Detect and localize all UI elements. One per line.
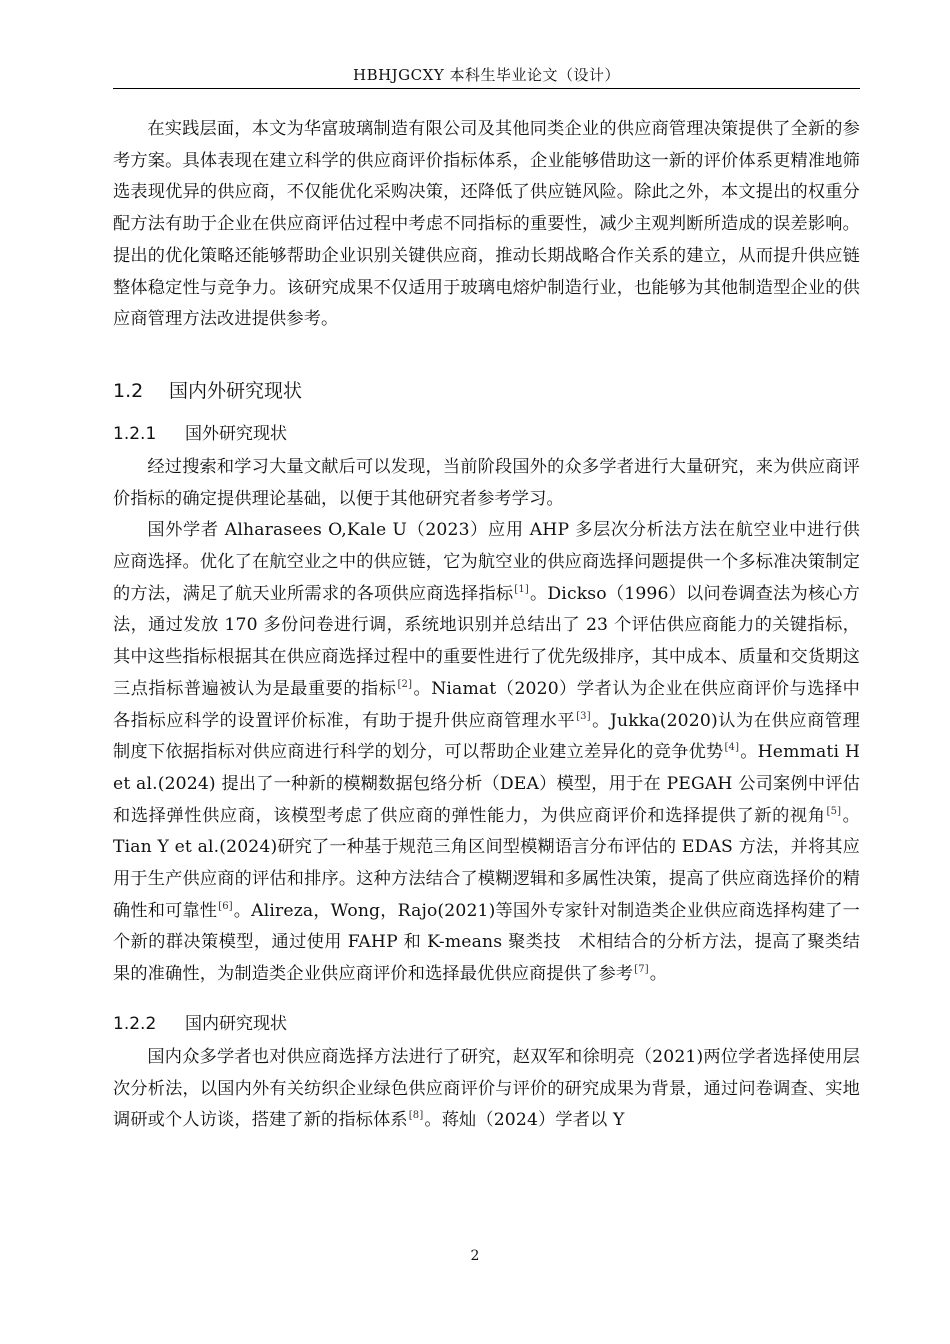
text-run: 。蒋灿（2024）学者以 Y bbox=[424, 1110, 625, 1131]
subsection-number: 1.2.1 bbox=[113, 423, 157, 444]
section-title: 国内外研究现状 bbox=[169, 379, 303, 402]
running-header-title: HBHJGCXY 本科生毕业论文（设计） bbox=[352, 66, 620, 84]
text-run: 国外学者 Alharasees O,Kale U（2023）应用 AHP 多层次分析法方法在航空业中进行供应商选择。优化了在航空业之中的供应链，它为航空业的供应商选择问题提供一个多标准决策制定的方法，满足了航天业所需求的各项供应商选择指标 bbox=[113, 520, 860, 604]
subsection-number: 1.2.2 bbox=[113, 1013, 157, 1034]
page-body bbox=[113, 114, 860, 1137]
citation-ref: [1] bbox=[514, 583, 529, 595]
citation-ref: [8] bbox=[408, 1110, 424, 1122]
domestic-research-paragraph-1 bbox=[113, 1042, 860, 1137]
text-run: 。Jukka(2020)认为在供应商管理制度下依据指标对供应商进行科学的划分，可以帮助企业建立差异化的竞争优势 bbox=[113, 710, 860, 763]
text-run: 。 bbox=[649, 964, 668, 985]
foreign-research-paragraph-1: 经过搜索和学习大量文献后可以发现，当前阶段国外的众多学者进行大量研究，来为供应商评价指标的确定提供理论基础，以便于其他研究者参考学习。 bbox=[113, 456, 860, 509]
text-run: 。Dickso（1996）以问卷调查法为核心方法，通过发放 170 多份问卷进行调，系统地识别并总结出了 23 个评估供应商能力的关键指标，其中这些指标根据其在供应商选择过程中的重要性进行了优先级排序，其中成本、质量和交货期这三点指标普遍被认为是最重要的指标 bbox=[113, 583, 861, 699]
citation-ref: [7] bbox=[634, 964, 649, 976]
subsection-title: 国外研究现状 bbox=[185, 423, 287, 444]
citation-ref: [6] bbox=[218, 900, 233, 912]
text-run: 。Niamat（2020）学者认为企业在供应商评价与选择中各指标应科学的设置评价标准，有助于提升供应商管理水平 bbox=[113, 678, 861, 731]
subsection-title: 国内研究现状 bbox=[185, 1013, 287, 1034]
text-run: 国内众多学者也对供应商选择方法进行了研究，赵双军和徐明亮（2021)两位学者选择使用层次分析法，以国内外有关纺织企业绿色供应商评价与评价的研究成果为背景，通过问卷调查、实地调研或个人访谈，搭建了新的指标体系 bbox=[113, 1046, 860, 1131]
citation-ref: [2] bbox=[397, 678, 413, 690]
subsection-heading-1-2-2 bbox=[113, 1013, 860, 1035]
section-heading-1-2 bbox=[113, 379, 860, 403]
citation-ref: [5] bbox=[826, 805, 842, 817]
citation-ref: [3] bbox=[576, 710, 591, 722]
citation-ref: [4] bbox=[724, 742, 740, 754]
page-number: 2 bbox=[470, 1248, 480, 1264]
subsection-heading-1-2-1 bbox=[113, 423, 860, 445]
text-run: 。Hemmati H et al.(2024) 提出了一种新的模糊数据包络分析（DEA）模型，用于在 PEGAH 公司案例中评估和选择弹性供应商，该模型考虑了供应商的弹性能力，为供应商评价和选择提供了新的视角 bbox=[113, 742, 860, 826]
foreign-research-paragraph-2 bbox=[113, 515, 860, 991]
text-run: 。Alireza，Wong，Rajo(2021)等国外专家针对制造类企业供应商选择构建了一个新的群决策模型，通过使用 FAHP 和 K-means 聚类技 术相结合的分析方法，提高了聚类结果的准确性，为制造类企业供应商评价和选择最优供应商提供了参考 bbox=[113, 900, 860, 985]
running-header bbox=[113, 66, 860, 89]
section-number: 1.2 bbox=[113, 379, 144, 402]
intro-paragraph: 在实践层面，本文为华富玻璃制造有限公司及其他同类企业的供应商管理决策提供了全新的参考方案。具体表现在建立科学的供应商评价指标体系，企业能够借助这一新的评价体系更精准地筛选表现优异的供应商，不仅能优化采购决策，还降低了供应链风险。除此之外，本文提出的权重分配方法有助于企业在供应商评估过程中考虑不同指标的重要性，减少主观判断所造成的误差影响。提出的优化策略还能够帮助企业识别关键供应商，推动长期战略合作关系的建立，从而提升供应链整体稳定性与竞争力。该研究成果不仅适用于玻璃电熔炉制造行业，也能够为其他制造型企业的供应商管理方法改进提供参考。 bbox=[113, 119, 860, 330]
text-run: 。Tian Y et al.(2024)研究了一种基于规范三角区间型模糊语言分布评估的 EDAS 方法，并将其应用于生产供应商的评估和排序。这种方法结合了模糊逻辑和多属性决策，提高了供应商选择价的精确性和可靠性 bbox=[113, 805, 860, 921]
